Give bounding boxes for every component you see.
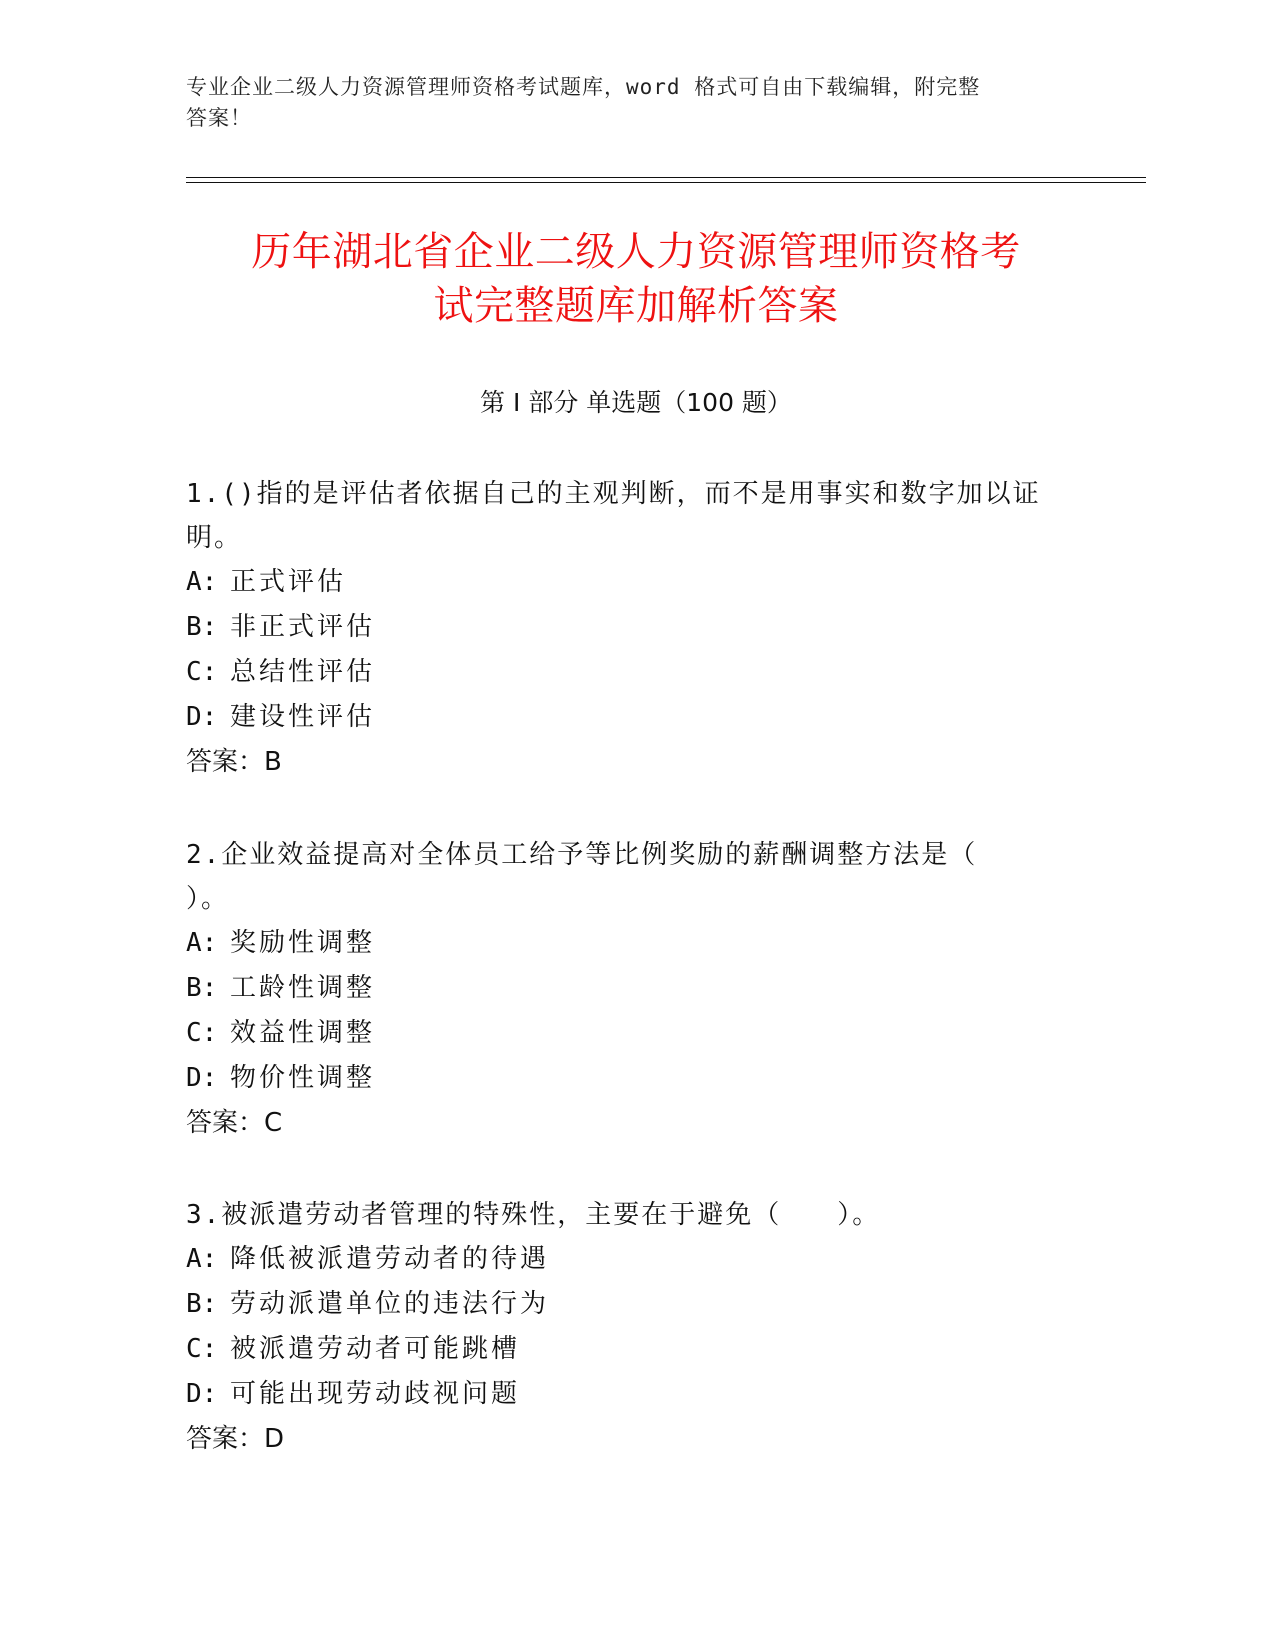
question-3 bbox=[186, 1193, 1066, 1462]
option-key: C: bbox=[186, 657, 218, 687]
header-note bbox=[186, 72, 1066, 134]
header-divider-bottom bbox=[186, 182, 1146, 183]
option-key: D: bbox=[186, 1063, 218, 1093]
option-c bbox=[186, 1011, 1066, 1056]
option-text: 降低被派遣劳动者的待遇 bbox=[230, 1244, 550, 1274]
document-title-line-2: 试完整题库加解析答案 bbox=[433, 283, 839, 329]
option-text: 总结性评估 bbox=[230, 657, 376, 687]
option-text: 劳动派遣单位的违法行为 bbox=[230, 1289, 550, 1319]
option-text: 奖励性调整 bbox=[230, 928, 376, 958]
option-c bbox=[186, 1327, 1066, 1372]
option-text: 可能出现劳动歧视问题 bbox=[230, 1379, 521, 1409]
header-note-line-2: 答案！ bbox=[186, 106, 252, 130]
answer-line: 答案：C bbox=[186, 1108, 283, 1138]
document-title-line-1: 历年湖北省企业二级人力资源管理师资格考 bbox=[251, 229, 1021, 275]
option-text: 非正式评估 bbox=[230, 612, 376, 642]
header-divider-top bbox=[186, 177, 1146, 178]
option-b bbox=[186, 1282, 1066, 1327]
option-a bbox=[186, 921, 1066, 966]
option-b bbox=[186, 605, 1066, 650]
question-stem-line-1: 1.()指的是评估者依据自己的主观判断，而不是用事实和数字加以证 bbox=[186, 479, 1041, 509]
answer-line: 答案：B bbox=[186, 747, 282, 777]
header-note-line-1: 专业企业二级人力资源管理师资格考试题库，word 格式可自由下载编辑，附完整 bbox=[186, 75, 981, 99]
option-a bbox=[186, 1237, 1066, 1282]
document-title bbox=[186, 225, 1086, 333]
section-heading: 第 I 部分 单选题（100 题） bbox=[480, 388, 792, 417]
option-key: C: bbox=[186, 1018, 218, 1048]
option-d bbox=[186, 695, 1066, 740]
option-b bbox=[186, 966, 1066, 1011]
question-stem-line-2: 明。 bbox=[186, 523, 243, 553]
option-key: A: bbox=[186, 1244, 218, 1274]
question-2 bbox=[186, 833, 1066, 1146]
option-text: 效益性调整 bbox=[230, 1018, 376, 1048]
option-key: B: bbox=[186, 973, 218, 1003]
option-d bbox=[186, 1056, 1066, 1101]
question-stem-line-2: ）。 bbox=[186, 884, 230, 914]
option-key: B: bbox=[186, 612, 218, 642]
option-text: 物价性调整 bbox=[230, 1063, 376, 1093]
question-stem-line-1: 2.企业效益提高对全体员工给予等比例奖励的薪酬调整方法是（ bbox=[186, 840, 978, 870]
answer-line: 答案：D bbox=[186, 1424, 285, 1454]
option-key: D: bbox=[186, 1379, 218, 1409]
option-key: C: bbox=[186, 1334, 218, 1364]
option-key: A: bbox=[186, 567, 218, 597]
option-text: 被派遣劳动者可能跳槽 bbox=[230, 1334, 521, 1364]
option-text: 正式评估 bbox=[230, 567, 347, 597]
option-text: 建设性评估 bbox=[230, 702, 376, 732]
option-key: A: bbox=[186, 928, 218, 958]
option-c bbox=[186, 650, 1066, 695]
option-a bbox=[186, 560, 1066, 605]
question-1 bbox=[186, 472, 1066, 785]
option-d bbox=[186, 1372, 1066, 1417]
option-key: D: bbox=[186, 702, 218, 732]
option-text: 工龄性调整 bbox=[230, 973, 376, 1003]
option-key: B: bbox=[186, 1289, 218, 1319]
question-stem-line-1: 3.被派遣劳动者管理的特殊性，主要在于避免（ ）。 bbox=[186, 1200, 881, 1230]
